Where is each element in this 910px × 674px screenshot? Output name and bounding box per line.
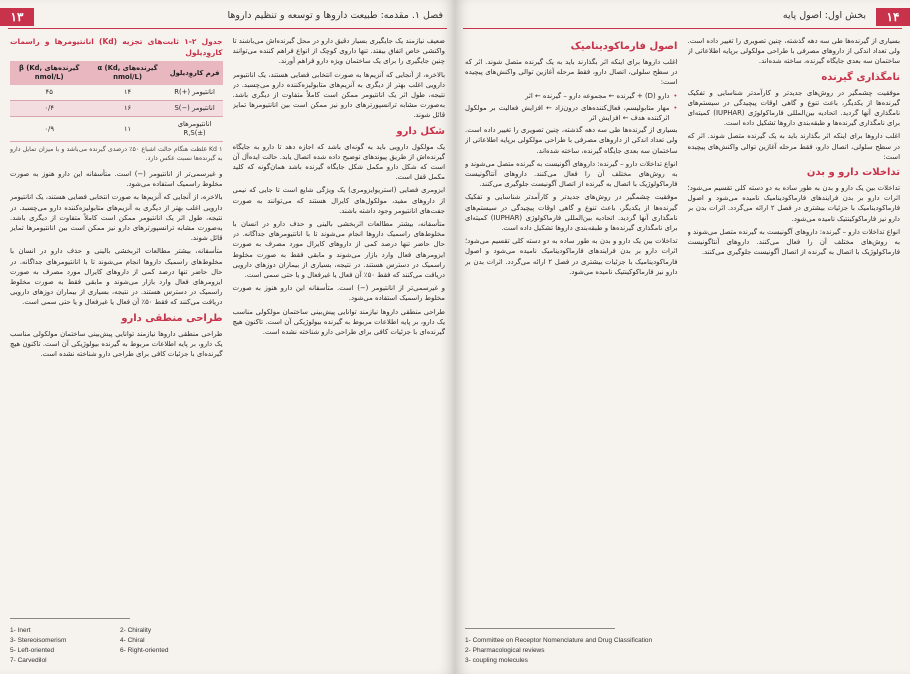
body-paragraph: بالاخره، از آنجایی که آنزیم‌ها به صورت انتخابی فضایی هستند، یک انانتیومر دارویی اغلب بهتر از دیگری به آنزیم‌های متابولیزه‌کننده دارو می‌چسبد. در نتیجه، طول اثر یک انانتیومر ممکن است کاملاً متفاوت از دیگری باشد. به‌صورت مشابه ترانسپورترهای دارو نیز ممکن است بین انانتیومرها تمایز قائل شوند.: [10, 193, 223, 243]
text-columns: [10, 36, 445, 668]
body-paragraph: متأسفانه، بیشتر مطالعات اثربخشی بالینی و حذف دارو در انسان با مخلوط‌های راسمیک داروها انجام می‌شوند تا با انانتیومرهای جداگانه. در حال حاضر تنها درصد کمی از داروهای کایرال مورد مصرف به صورت ایزومرهای فعال وارد بازار می‌شوند و مابقی فقط به صورت مخلوط راسمیک در دسترس هستند. در نتیجه، بسیاری از بیماران دوزهای دارویی دریافت می‌کنند که فقط ۵۰٪ آن فعال یا غیرفعال و یا حتی سمی است.: [10, 247, 223, 307]
footnote-rule: [465, 628, 615, 629]
section-heading-pd: اصول فارماکودینامیک: [570, 41, 678, 52]
footnote-line: 3- coupling molecules: [465, 657, 528, 664]
table-header-cell: گیرنده‌های α (Kd, nmol/L): [88, 61, 166, 85]
body-paragraph: تداخلات بین یک دارو و بدن به طور ساده به دو دسته کلی تقسیم می‌شود؛ اثرات دارو بر بدن فرایندهای فارماکودینامیک نامیده می‌شود و اصول فارماکودینامیک با جزئیات بیشتری در فصل ۲ ارائه می‌گردد. اثرات بدن بر دارو نیز فارماکوکینتیک نامیده می‌شود.: [687, 184, 900, 223]
footnote-line: 1- Inert 2- Chirality: [10, 627, 152, 634]
table-cell: ۰/۹: [10, 117, 88, 142]
footnote-rule: [10, 618, 130, 619]
table-caption: جدول ۲-۱ ثابت‌های تجزیه (Kd) انانتیومرها و راسمات کاروِدیلول: [10, 37, 223, 57]
body-paragraph: طراحی منطقی داروها نیازمند توانایی پیش‌بینی ساختمان مولکولی مناسب یک دارو، بر پایه اطلاعات مربوط به گیرنده بیولوژیکی آن است. تاکنون هیچ گیرنده‌ای با جزئیات کافی برای طراحی دارو شناخته نشده است.: [10, 329, 223, 359]
page-number: ۱۳: [0, 8, 34, 26]
column-left: [10, 36, 223, 668]
section-heading-interactions: تداخلات دارو و بدن: [806, 167, 900, 179]
table-header-cell: گیرنده‌های β (Kd, nmol/L): [10, 61, 88, 85]
carvedilol-table: [10, 61, 223, 142]
table-footnote: Kd ۱ غلظت هنگام حالت اشباع ۵۰٪ درصدی گیرنده می‌باشد و با میزان تمایل دارو به گیرنده‌ها نسبت عکس دارد.: [10, 146, 223, 162]
page-number: ۱۴: [876, 8, 910, 26]
table-cell: ۱۶: [88, 101, 166, 117]
column-right: [688, 36, 901, 668]
body-paragraph: موفقیت چشمگیر در روش‌های جدیدتر و کارآمدتر شناسایی و تفکیک گیرنده‌ها از یکدیگر، باعث تنوع و گاهی اوقات پیچیدگی در سیستم‌های نامگذاری آنها گردید. اتحادیه بین‌المللی فارماکولوژی (IUPHAR) کمیته‌ای برای نامگذاری گیرنده‌ها و طبقه‌بندی داروها تشکیل داده است.: [687, 88, 900, 128]
body-paragraph: بسیاری از گیرنده‌ها طی سه دهه گذشته، چنین تصویری را تغییر داده است. ولی تعداد اندکی از داروهای مصرفی با طراحی مولکولی برپایه اطلاعاتی از ساختمان سه بعدی جایگاه گیرنده، ساخته شده‌اند.: [465, 126, 678, 155]
running-head: بخش اول: اصول پایه: [782, 10, 866, 21]
right-page: [455, 0, 910, 674]
table-cell: ۱۱: [88, 117, 166, 142]
body-paragraph: و غیرسمی‌تر از انانتیومر (−) است. متأسفانه این دارو هنوز به صورت مخلوط راسمیک استفاده می‌شود.: [10, 170, 223, 189]
text-columns: [465, 36, 900, 668]
footnote-line: 3- Stereoisomerism 4- Chiral: [10, 637, 145, 644]
body-paragraph: متأسفانه، بیشتر مطالعات اثربخشی بالینی و حذف دارو در انسان با مخلوط‌های راسمیک داروها انجام می‌شوند تا با انانتیومرهای جداگانه. در حال حاضر تنها درصد کمی از داروهای کایرال مورد مصرف به صورت ایزومرهای فعال وارد بازار می‌شوند و مابقی فقط به صورت مخلوط راسمیک در دسترس هستند. در نتیجه، بسیاری از بیماران دوزهای دارویی دریافت می‌کنند که فقط ۵۰٪ آن فعال یا غیرفعال و یا حتی سمی است.: [232, 220, 445, 280]
table-row: [10, 117, 223, 142]
footnotes: [10, 626, 210, 666]
list-item: • دارو (D) + گیرنده ← مجموعه دارو – گیرنده ← اثر: [465, 91, 670, 101]
header-rule: [463, 28, 902, 29]
section-heading-shape: شکل دارو: [396, 125, 445, 137]
section-heading-design: طراحی منطقی دارو: [121, 312, 223, 324]
body-paragraph: موفقیت چشمگیر در روش‌های جدیدتر و کارآمدتر شناسایی و تفکیک گیرنده‌ها از یکدیگر، باعث تنوع و گاهی اوقات پیچیدگی در سیستم‌های نامگذاری آنها گردید. اتحادیه بین‌المللی فارماکولوژی (IUPHAR) کمیته‌ای برای نامگذاری گیرنده‌ها و طبقه‌بندی داروها تشکیل داده است.: [465, 193, 678, 233]
table-header-cell: فرم کاروِدیلول: [167, 61, 223, 85]
footnote-line: 7- Carvedilol: [10, 657, 47, 664]
footnotes: [465, 636, 675, 666]
footnote-line: 1- Committee on Receptor Nomenclature and Drug Classification: [465, 637, 653, 644]
column-right: [233, 36, 446, 668]
column-left: [465, 36, 678, 668]
body-paragraph: اغلب داروها برای اینکه اثر بگذارند باید به یک گیرنده متصل شوند. اثر که در سطح سلولی، اتصال دارو، فقط مرحله آغازین توالی واکنش‌های پیچیده است:: [687, 132, 900, 161]
section-heading-naming: نامگذاری گیرنده: [821, 71, 900, 83]
table-row: [10, 101, 223, 117]
body-paragraph: انواع تداخلات دارو – گیرنده: داروهای آگونیست به گیرنده متصل می‌شوند و به روش‌های مختلف آن را فعال می‌کنند. داروهای آنتاگونیست فارماکولوژیک با اتصال به گیرنده از اتصال آگونیست جلوگیری می‌کنند.: [687, 227, 900, 257]
table-row: [10, 85, 223, 101]
table-cell: ۰/۴: [10, 101, 88, 117]
footnote-line: 5- Left-oriented 6- Right-oriented: [10, 647, 169, 654]
footnote-line: 2- Pharmacological reviews: [465, 647, 545, 654]
body-paragraph: اغلب داروها برای اینکه اثر بگذارند باید به یک گیرنده متصل شوند. اثر که در سطح سلولی، اتصال دارو، فقط مرحله آغازین توالی واکنش‌های پیچیده است:: [465, 58, 678, 87]
body-paragraph: طراحی منطقی داروها نیازمند توانایی پیش‌بینی ساختمان مولکولی مناسب یک دارو، بر پایه اطلاعات مربوط به گیرنده بیولوژیکی آن است. تاکنون هیچ گیرنده‌ای با جزئیات کافی برای طراحی دارو شناخته نشده است.: [232, 307, 445, 337]
bullet-list: [465, 91, 678, 124]
table-cell: ۱۴: [88, 85, 166, 101]
header-rule: [8, 28, 447, 29]
body-paragraph: تداخلات بین یک دارو و بدن به طور ساده به دو دسته کلی تقسیم می‌شود؛ اثرات دارو بر بدن فرایندهای فارماکودینامیک نامیده می‌شود و اصول فارماکودینامیک با جزئیات بیشتری در فصل ۲ ارائه می‌گردد. اثرات بدن بر دارو نیز فارماکوکینتیک نامیده می‌شود.: [465, 237, 678, 276]
list-item: • مهار متابولیسم، فعال‌کننده‌های درون‌زاد ← افزایش فعالیت بر مولکول اثرکننده هدف ← افزایش اثر: [465, 103, 670, 123]
body-paragraph: بسیاری از گیرنده‌ها طی سه دهه گذشته، چنین تصویری را تغییر داده است. ولی تعداد اندکی از داروهای مصرفی با طراحی مولکولی برپایه اطلاعاتی از ساختمان سه بعدی جایگاه گیرنده، ساخته شده‌اند.: [687, 37, 900, 66]
table-cell: انانتیومر (+)R: [167, 85, 223, 101]
table-header-row: [10, 61, 223, 85]
body-paragraph: ایزومری فضایی (استریوایزومری) یک ویژگی شایع است تا جایی که نیمی از داروهای مفید، مولکول‌های کایرال هستند که می‌توانند به صورت جفت‌های انانتیومر وجود داشته باشند.: [232, 186, 445, 215]
body-paragraph: انواع تداخلات دارو – گیرنده: داروهای آگونیست به گیرنده متصل می‌شوند و به روش‌های مختلف آن را فعال می‌کنند. داروهای آنتاگونیست فارماکولوژیک با اتصال به گیرنده از اتصال آگونیست جلوگیری می‌کنند.: [465, 159, 678, 189]
table-cell: ۴۵: [10, 85, 88, 101]
table-cell: انانتیومر (−)S: [167, 101, 223, 117]
body-paragraph: یک مولکول دارویی باید به گونه‌ای باشد که اجازه دهد تا دارو به جایگاه گیرنده‌اش از طریق پیوندهای توضیح داده شده اتصال یابد. حالت ایده‌آل آن است که شکل دارو مکمل شکل جایگاه گیرنده باشد همان‌گونه که کلید مکمل قفل است.: [232, 142, 445, 182]
table-cell: انانتیومرهای (±)R,S: [167, 117, 223, 142]
body-paragraph: بالاخره، از آنجایی که آنزیم‌ها به صورت انتخابی فضایی هستند، یک انانتیومر دارویی اغلب بهتر از دیگری به آنزیم‌های متابولیزه‌کننده دارو می‌چسبد. در نتیجه، طول اثر یک انانتیومر ممکن است کاملاً متفاوت از دیگری باشد. به‌صورت مشابه ترانسپورترهای دارو نیز ممکن است بین انانتیومرها تمایز قائل شوند.: [232, 70, 445, 120]
running-head: فصل ۱. مقدمه: طبیعت داروها و توسعه و تنظیم داروها: [227, 10, 443, 21]
body-paragraph: و غیرسمی‌تر از انانتیومر (−) است. متأسفانه این دارو هنوز به صورت مخلوط راسمیک استفاده می‌شود.: [232, 284, 445, 303]
body-paragraph: ضعیف نیازمند یک جایگیری بسیار دقیق دارو در محل گیرنده‌اش می‌باشند تا واکنشی خاص اتفاق بیفتد. تنها داروی کوچک از انواع فراهم کننده می‌توانند چنین جایگیری را برای یک ساختمان ویژه دارو فراهم آورند.: [232, 37, 445, 66]
